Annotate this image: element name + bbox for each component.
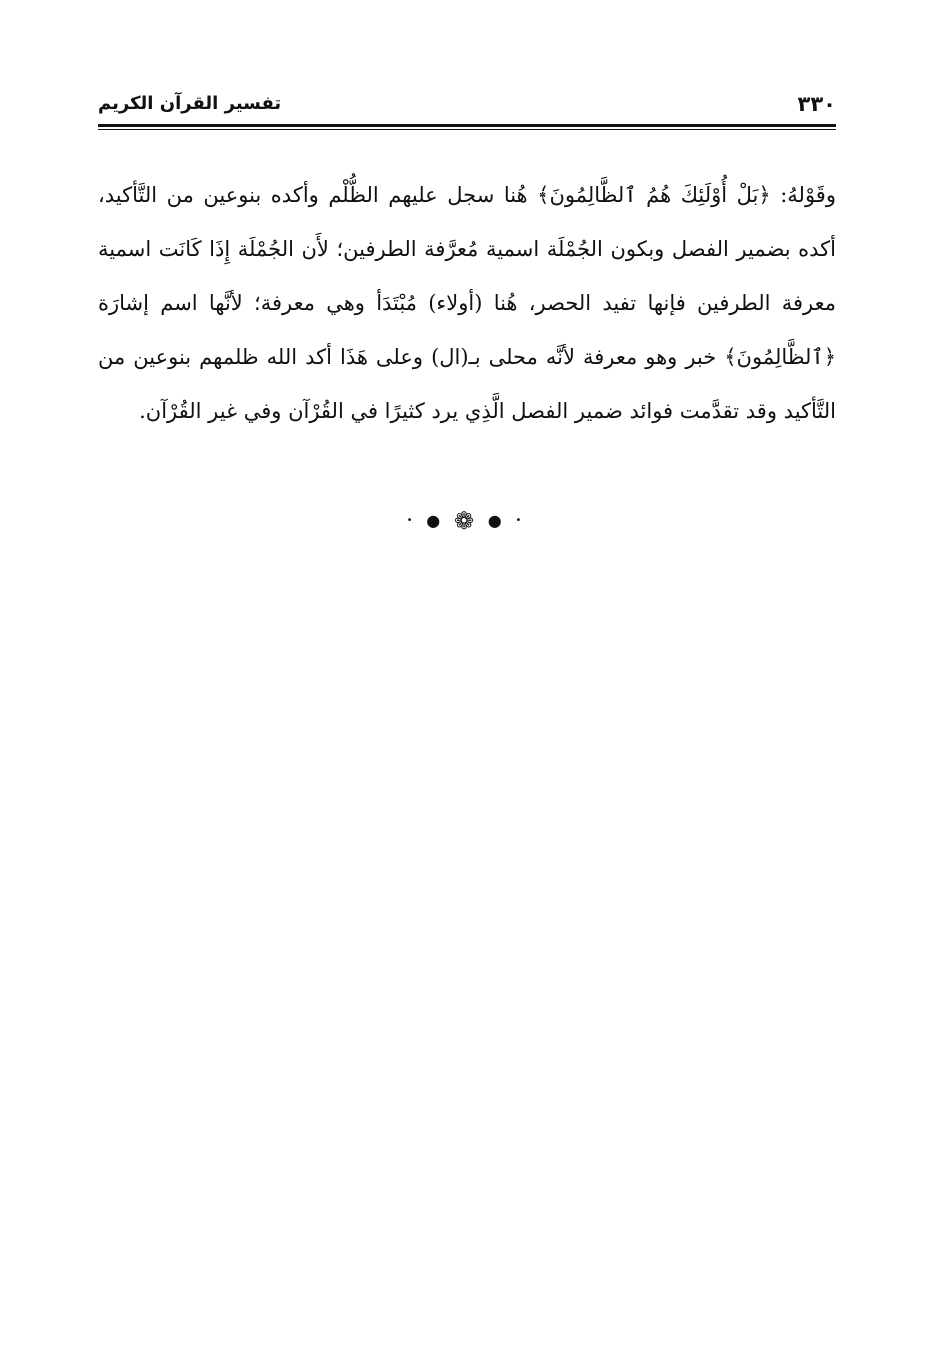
section-end-ornament bbox=[0, 506, 932, 536]
page-number: ٣٣٠ bbox=[797, 92, 836, 116]
big-dot-icon: ● bbox=[426, 511, 445, 530]
big-dot-icon: ● bbox=[487, 511, 506, 530]
small-dot-icon: • bbox=[406, 515, 417, 526]
header-rule-thin bbox=[98, 129, 836, 130]
small-dot-icon: • bbox=[515, 515, 526, 526]
book-title: تفسير القرآن الكريم bbox=[98, 93, 282, 114]
flower-ornament-icon: ❁ bbox=[453, 507, 479, 535]
header-rule-thick bbox=[98, 124, 836, 127]
body-paragraph: وقَوْلهُ: ﴿بَلْ أُوْلَئِكَ هُمُ ٱلظَّالِمُونَ﴾ هُنا سجل عليهم الظُّلْم وأكده بنوعين من التَّأكيد، أكده بضمير الفصل وبكون الجُمْلَة اسمية مُعرَّفة الطرفين؛ لأَن الجُمْلَة إِذَا كَانَت اسمية معرفة الطرفين فإنها تفيد الحصر، هُنا (أولاء) مُبْتَدَأ وهي معرفة؛ لأنَّها اسم إشارَة ﴿ٱلظَّالِمُونَ﴾ خبر وهو معرفة لأنَّه محلى بـ(ال) وعلى هَذَا أكد الله ظلمهم بنوعين من التَّأكيد وقد تقدَّمت فوائد ضمير الفصل الَّذِي يرد كثيرًا في القُرْآن وفي غير القُرْآن. bbox=[98, 183, 836, 423]
running-header bbox=[98, 88, 836, 124]
